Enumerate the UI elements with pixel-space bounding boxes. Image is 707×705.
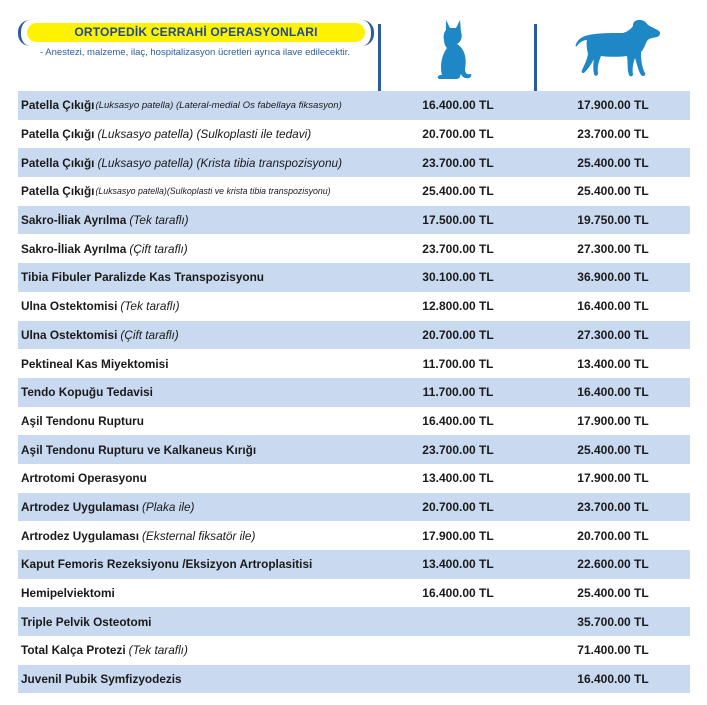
cat-price (380, 665, 536, 694)
table-row (18, 263, 690, 292)
table-row (18, 607, 690, 636)
dog-price: 25.400.00 TL (577, 155, 649, 170)
table-row (18, 120, 690, 149)
procedure-name: Aşil Tendonu Rupturu (21, 413, 144, 428)
procedure-name: Patella Çıkığı (Luksasyo patella) (Sulkoplasti ile tedavi) (21, 127, 312, 142)
cat-price: 11.700.00 TL (422, 385, 494, 400)
dog-price: 27.300.00 TL (577, 241, 649, 256)
cat-price: 12.800.00 TL (422, 299, 494, 314)
table-row (18, 349, 690, 378)
dog-price: 17.900.00 TL (577, 471, 649, 486)
procedure-name: Pektineal Kas Miyektomisi (21, 356, 169, 371)
dog-price: 17.900.00 TL (577, 98, 649, 113)
cat-price: 17.900.00 TL (422, 528, 494, 543)
table-row (18, 148, 690, 177)
cat-price: 16.400.00 TL (422, 413, 494, 428)
dog-price: 36.900.00 TL (577, 270, 649, 285)
procedure-name: Tendo Kopuğu Tedavisi (21, 385, 153, 400)
procedure-name: Ulna Ostektomisi (Tek taraflı) (21, 299, 180, 314)
cat-price: 13.400.00 TL (422, 557, 494, 572)
table-row (18, 464, 690, 493)
table-row (18, 407, 690, 436)
table-row (18, 321, 690, 350)
procedure-name: Kaput Femoris Rezeksiyonu /Eksizyon Artroplasitisi (21, 557, 313, 572)
table-row (18, 636, 690, 665)
cat-price: 20.700.00 TL (422, 499, 494, 514)
procedure-name: Triple Pelvik Osteotomi (21, 614, 152, 629)
table-row (18, 579, 690, 608)
dog-price: 35.700.00 TL (577, 614, 649, 629)
dog-price: 22.600.00 TL (577, 557, 649, 572)
table-row (18, 177, 690, 206)
cat-price: 16.400.00 TL (422, 98, 494, 113)
dog-price: 27.300.00 TL (577, 327, 649, 342)
dog-price: 19.750.00 TL (577, 213, 649, 228)
price-table (18, 91, 690, 693)
dog-price: 17.900.00 TL (577, 413, 649, 428)
procedure-name: Tibia Fibuler Paralizde Kas Transpozisyonu (21, 270, 264, 285)
table-row (18, 550, 690, 579)
procedure-name: Artrotomi Operasyonu (21, 471, 147, 486)
procedure-name: Aşil Tendonu Rupturu ve Kalkaneus Kırığı (21, 442, 257, 457)
dog-price: 16.400.00 TL (577, 385, 649, 400)
table-row (18, 292, 690, 321)
dog-price: 23.700.00 TL (577, 499, 649, 514)
cat-price (380, 636, 536, 665)
procedure-name: Artrodez Uygulaması (Plaka ile) (21, 499, 195, 514)
dog-price: 25.400.00 TL (577, 184, 649, 199)
procedure-name: Sakro-İliak Ayrılma (Çift taraflı) (21, 241, 188, 256)
cat-price: 23.700.00 TL (422, 155, 494, 170)
table-row (18, 378, 690, 407)
cat-price: 20.700.00 TL (422, 127, 494, 142)
cat-icon (432, 18, 472, 80)
table-row (18, 435, 690, 464)
dog-price: 16.400.00 TL (577, 299, 649, 314)
procedure-name: Ulna Ostektomisi (Çift taraflı) (21, 327, 179, 342)
dog-price: 20.700.00 TL (577, 528, 649, 543)
dog-price: 16.400.00 TL (577, 672, 649, 687)
cat-price: 30.100.00 TL (422, 270, 494, 285)
procedure-name: Patella Çıkığı (Luksasyo patella) (Lateral-medial Os fabellaya fiksasyon) (21, 98, 342, 113)
cat-price: 23.700.00 TL (422, 442, 494, 457)
dog-price: 13.400.00 TL (577, 356, 649, 371)
cat-price: 13.400.00 TL (422, 471, 494, 486)
cat-price: 20.700.00 TL (422, 327, 494, 342)
table-row (18, 493, 690, 522)
table-row (18, 665, 690, 694)
dog-price: 23.700.00 TL (577, 127, 649, 142)
procedure-name: Hemipelviektomi (21, 586, 115, 601)
dog-icon (575, 18, 663, 78)
procedure-name: Total Kalça Protezi (Tek taraflı) (21, 643, 188, 658)
procedure-name: Patella Çıkığı (Luksasyo patella) (Krista tibia transpozisyonu) (21, 155, 343, 170)
procedure-name: Juvenil Pubik Symfizyodezis (21, 672, 182, 687)
table-row (18, 206, 690, 235)
cat-price: 17.500.00 TL (422, 213, 494, 228)
dog-price: 71.400.00 TL (577, 643, 649, 658)
dog-price: 25.400.00 TL (577, 442, 649, 457)
title-frame (18, 20, 374, 46)
table-row (18, 234, 690, 263)
cat-price: 23.700.00 TL (422, 241, 494, 256)
cat-price: 11.700.00 TL (422, 356, 494, 371)
table-row (18, 91, 690, 120)
page-title: ORTOPEDİK CERRAHİ OPERASYONLARI (27, 23, 365, 42)
procedure-name: Sakro-İliak Ayrılma (Tek taraflı) (21, 213, 189, 228)
table-row (18, 521, 690, 550)
cat-price: 16.400.00 TL (422, 586, 494, 601)
dog-price: 25.400.00 TL (577, 586, 649, 601)
procedure-name: Artrodez Uygulaması (Eksternal fiksatör ile) (21, 528, 256, 543)
cat-price (380, 607, 536, 636)
price-note: - Anestezi, malzeme, ilaç, hospitalizasyon ücretleri ayrıca ilave edilecektir. (40, 47, 350, 58)
procedure-name: Patella Çıkığı (Luksasyo patella)(Sulkoplasti ve krista tibia transpozisyonu) (21, 184, 331, 199)
cat-price: 25.400.00 TL (422, 184, 494, 199)
